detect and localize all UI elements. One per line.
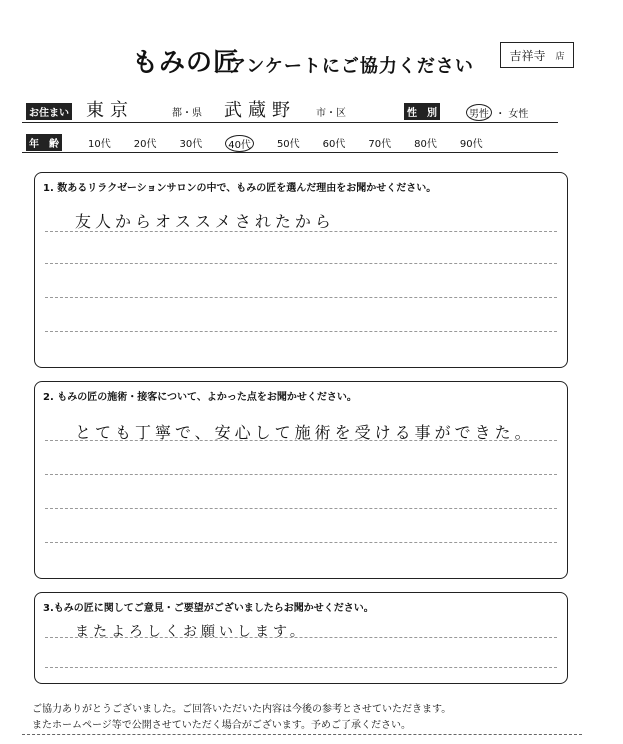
gender-male: 男性 [466, 104, 492, 121]
age-option: 80代 [414, 139, 437, 150]
logo: もみの匠 [132, 48, 241, 78]
gender-label: 性 別 [404, 103, 440, 120]
age-label: 年 齢 [26, 134, 62, 151]
age-option: 10代 [88, 139, 111, 150]
question-box-3 [34, 592, 568, 684]
address-label: お住まい [26, 103, 72, 120]
footer-line-2: またホームページ等で公開させていただく場合がございます。予めご了承ください。 [32, 720, 411, 731]
store-name: 吉祥寺 [509, 48, 546, 63]
age-option: 40代 [225, 135, 254, 152]
answer-3: またよろしくお願いします。 [75, 624, 308, 640]
question-box-2 [34, 381, 568, 579]
gender-separator: ・ [495, 109, 506, 120]
age-option: 50代 [276, 139, 300, 150]
city-suffix: 市・区 [316, 108, 346, 119]
question-1: 1. 数あるリラクゼーションサロンの中で、もみの匠を選んだ理由をお聞かせください。 [43, 183, 437, 194]
question-2: 2. もみの匠の施術・接客について、よかった点をお聞かせください。 [43, 392, 357, 403]
gender-options [466, 104, 528, 121]
prefecture-suffix: 都・県 [172, 108, 202, 119]
age-option: 20代 [133, 139, 157, 150]
answer-2: とても丁寧で、安心して施術を受ける事ができた。 [75, 423, 535, 442]
city-value: 武蔵野 [224, 100, 296, 121]
gender-female: 女性 [508, 109, 529, 120]
footer-line-1: ご協力ありがとうございました。ご回答いただいた内容は今後の参考とさせていただきます。 [32, 704, 452, 715]
question-3: 3.もみの匠に関してご意見・ご要望がございましたらお聞かせください。 [43, 603, 374, 614]
age-option: 70代 [368, 139, 392, 150]
age-option: 90代 [459, 139, 483, 150]
age-options [88, 135, 483, 152]
prefecture-value: 東京 [86, 100, 134, 121]
question-box-1 [34, 172, 568, 368]
age-option: 60代 [322, 139, 346, 150]
store-suffix: 店 [555, 51, 565, 62]
store-box [500, 42, 574, 68]
age-option: 30代 [179, 139, 203, 150]
survey-title: アンケートにご協力ください [228, 56, 474, 77]
answer-1: 友人からオススメされたから [75, 212, 335, 231]
